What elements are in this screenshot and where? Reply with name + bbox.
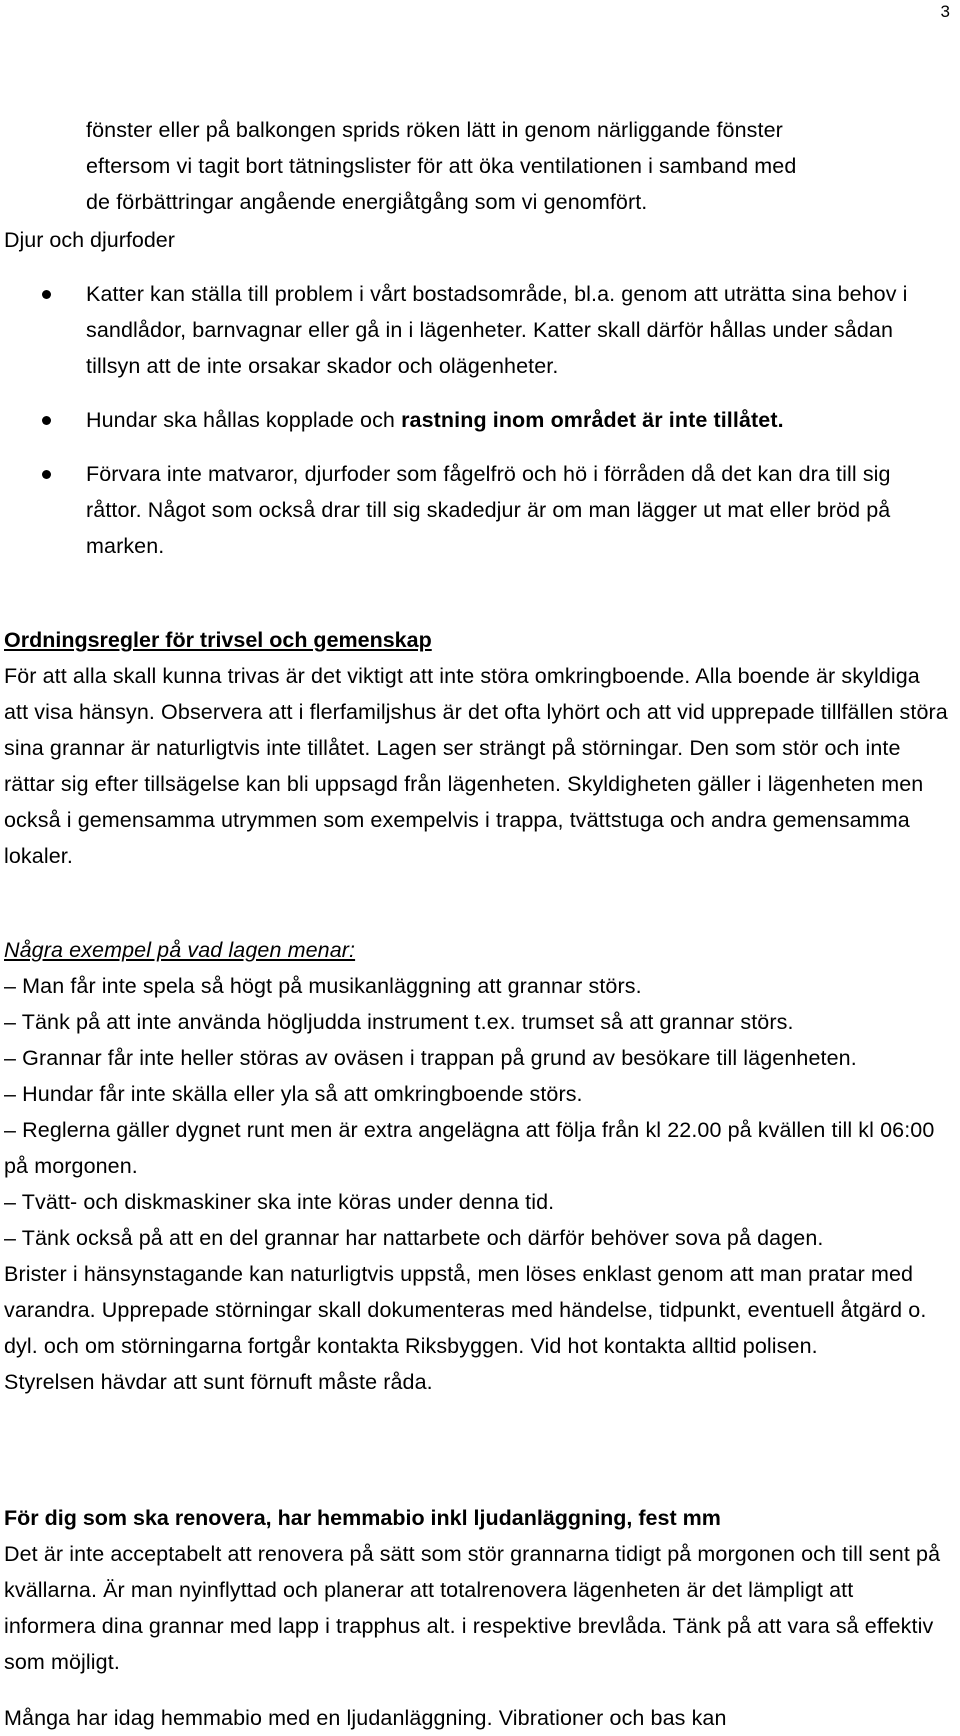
bullet-text: Hundar ska hållas kopplade och: [86, 408, 402, 432]
board-statement: Styrelsen hävdar att sunt förnuft måste råda.: [4, 1370, 433, 1394]
animals-list: [86, 276, 946, 564]
intro-line: de förbättringar angående energiåtgång som vi genomfört.: [86, 190, 648, 214]
intro-paragraph: [86, 112, 946, 220]
order-rules-text: För att alla skall kunna trivas är det viktigt att inte störa omkringboende. Alla boende är skyldiga att visa hänsyn. Observera att i flerfamiljshus är det ofta lyhört och att vid upprepade tillfällen störa sina grannar är naturligtvis inte tillåtet. Lagen ser strängt på störningar. Den som stör och inte rättar sig efter tillsägelse kan bli uppsagd från lägenheten. Skyldigheten gäller i lägenheten men också i gemensamma utrymmen som exempelvis i trappa, tvättstuga och andra gemensamma lokaler.: [4, 664, 948, 868]
bullet-icon: [42, 470, 51, 479]
bullet-icon: [42, 290, 51, 299]
home-cinema-text: [4, 1700, 950, 1736]
example-item: – Reglerna gäller dygnet runt men är extra angelägna att följa från kl 22.00 på kvällen till kl 06:00 på morgonen.: [4, 1118, 935, 1178]
list-item: [86, 276, 946, 384]
bullet-text: Katter kan ställa till problem i vårt bostadsområde, bl.a. genom att uträtta sina behov i sandlådor, barnvagnar eller gå in i lägenheter. Katter skall därför hållas under sådan tillsyn att de inte orsakar skador och olägenheter.: [86, 282, 908, 378]
example-item: – Tänk på att inte använda högljudda instrument t.ex. trumset så att grannar störs.: [4, 1010, 794, 1034]
renovation-body: [4, 1536, 950, 1680]
renovation-text: Det är inte acceptabelt att renovera på sätt som stör grannarna tidigt på morgonen och till sent på kvällarna. Är man nyinflyttad och planerar att totalrenovera lägenheten är det lämpligt att informera dina grannar med lapp i trapphus alt. i respektive brevlåda. Tänk på att vara så effektiv som möjligt.: [4, 1542, 941, 1674]
example-item: – Tvätt- och diskmaskiner ska inte köras under denna tid.: [4, 1190, 555, 1214]
intro-line: fönster eller på balkongen sprids röken lätt in genom närliggande fönster: [86, 118, 783, 142]
example-item: – Grannar får inte heller störas av oväsen i trappan på grund av besökare till lägenheten.: [4, 1046, 857, 1070]
bullet-text: Förvara inte matvaror, djurfoder som fågelfrö och hö i förråden då det kan dra till sig råttor. Något som också drar till sig skadedjur är om man lägger ut mat eller bröd på marken.: [86, 462, 891, 558]
examples-heading: Några exempel på vad lagen menar:: [4, 938, 356, 962]
order-rules-body: [4, 658, 950, 874]
home-cinema-line: Många har idag hemmabio med en ljudanläggning. Vibrationer och bas kan: [4, 1706, 727, 1730]
list-item: [86, 456, 946, 564]
bullet-icon: [42, 416, 51, 425]
example-item: – Man får inte spela så högt på musikanläggning att grannar störs.: [4, 974, 642, 998]
renovation-heading: För dig som ska renovera, har hemmabio inkl ljudanläggning, fest mm: [4, 1506, 721, 1530]
examples-after-text: Brister i hänsynstagande kan naturligtvis uppstå, men löses enklast genom att man pratar med varandra. Upprepade störningar skall dokumenteras med händelse, tidpunkt, eventuell åtgärd o. dyl. och om störningarna fortgår kontakta Riksbyggen. Vid hot kontakta alltid polisen.: [4, 1262, 927, 1358]
intro-line: eftersom vi tagit bort tätningslister för att öka ventilationen i samband med: [86, 154, 797, 178]
example-item: – Tänk också på att en del grannar har nattarbete och därför behöver sova på dagen.: [4, 1226, 824, 1250]
examples-section: [4, 932, 950, 1400]
page-number: 3: [940, 2, 950, 21]
order-rules-heading: Ordningsregler för trivsel och gemenskap: [4, 628, 432, 652]
bullet-text-bold: rastning inom området är inte tillåtet.: [401, 408, 784, 432]
list-item: [86, 402, 946, 438]
example-item: – Hundar får inte skälla eller yla så att omkringboende störs.: [4, 1082, 583, 1106]
animals-heading: Djur och djurfoder: [4, 228, 175, 252]
